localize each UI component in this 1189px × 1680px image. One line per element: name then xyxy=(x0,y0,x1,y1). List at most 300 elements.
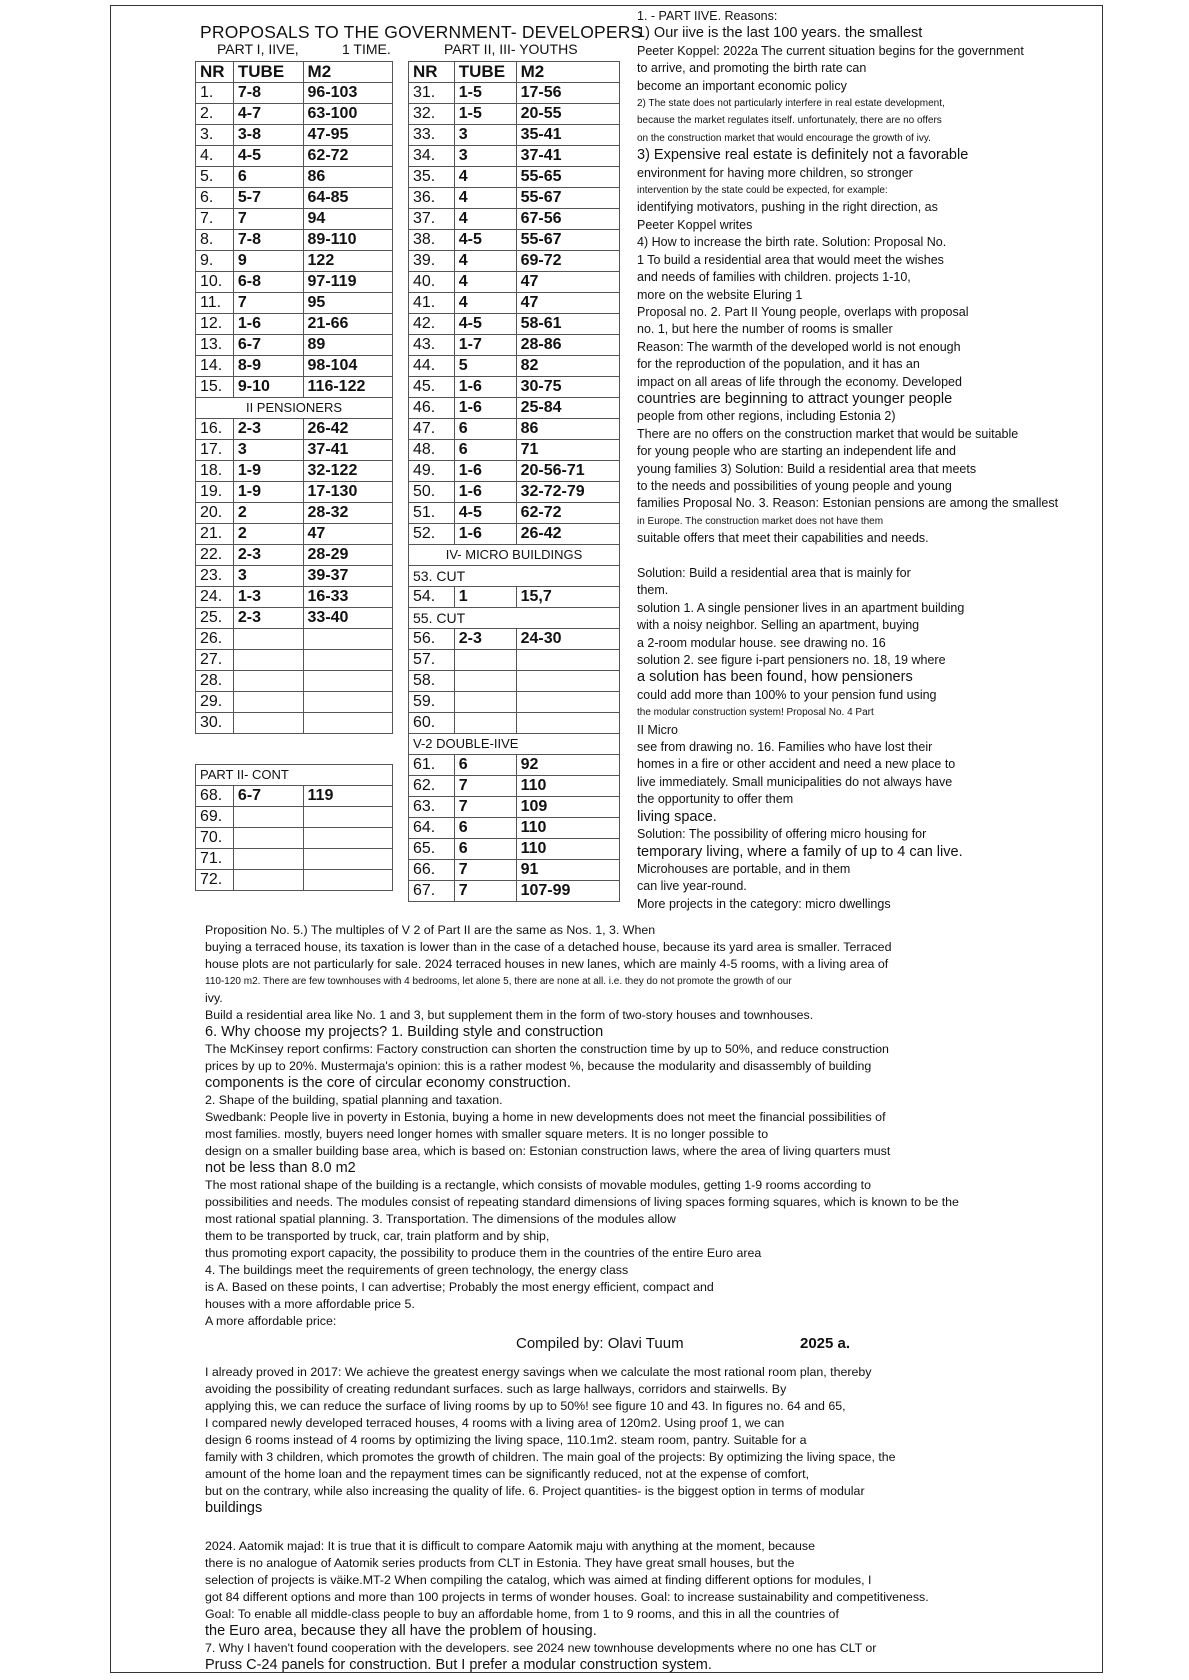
table-cell: 51. xyxy=(409,503,455,524)
table-row xyxy=(409,839,620,860)
table-cell: 32-122 xyxy=(303,461,392,482)
table-cell: 26-42 xyxy=(516,524,619,545)
text-line: them to be transported by truck, car, train platform and by ship, xyxy=(205,1229,550,1243)
table-cell: 15. xyxy=(196,377,234,398)
table-cell: 30. xyxy=(196,713,234,734)
text-line: and needs of families with children. projects 1-10, xyxy=(637,270,911,285)
table-cell: 9. xyxy=(196,251,234,272)
text-line: I already proved in 2017: We achieve the greatest energy savings when we calculate the most rational room plan, thereby xyxy=(205,1365,872,1379)
table-row xyxy=(196,104,393,125)
text-line: solution 2. see figure i-part pensioners no. 18, 19 where xyxy=(637,653,946,668)
table-row xyxy=(196,786,393,807)
table-cell: 3. xyxy=(196,125,234,146)
table-cell xyxy=(233,713,303,734)
table-cell: 66. xyxy=(409,860,455,881)
table-row xyxy=(409,440,620,461)
table-row xyxy=(196,251,393,272)
table-cell: 1-6 xyxy=(454,524,516,545)
table-row xyxy=(409,419,620,440)
table-cell: 23. xyxy=(196,566,234,587)
table-cell: 42. xyxy=(409,314,455,335)
table-row xyxy=(196,272,393,293)
table-cell xyxy=(233,828,303,849)
text-line: ivy. xyxy=(205,991,223,1005)
table-row xyxy=(409,818,620,839)
text-line: Solution: The possibility of offering micro housing for xyxy=(637,827,927,842)
table-cell: 4 xyxy=(454,188,516,209)
table-cell xyxy=(454,671,516,692)
text-line: the modular construction system! Proposal No. 4 Part xyxy=(637,707,874,719)
table-cell: 55-67 xyxy=(516,230,619,251)
table-cell: 9-10 xyxy=(233,377,303,398)
micro-section-label: IV- MICRO BUILDINGS xyxy=(409,545,620,566)
table-cell: 64-85 xyxy=(303,188,392,209)
table-cell: 4 xyxy=(454,293,516,314)
table-cell: 69-72 xyxy=(516,251,619,272)
text-line: see from drawing no. 16. Families who have lost their xyxy=(637,740,933,755)
table-cell: 57. xyxy=(409,650,455,671)
table-cell: 4-5 xyxy=(454,503,516,524)
table-cell: 15,7 xyxy=(516,587,619,608)
table-row xyxy=(409,860,620,881)
table-cell: 41. xyxy=(409,293,455,314)
table-row xyxy=(409,356,620,377)
table-cell: TUBE xyxy=(233,62,303,83)
text-line: Build a residential area like No. 1 and 3, but supplement them in the form of two-story houses and townhouses. xyxy=(205,1008,814,1022)
cut-row xyxy=(409,608,620,629)
table-cell: 70. xyxy=(196,828,234,849)
table-row xyxy=(196,230,393,251)
text-line: 4) How to increase the birth rate. Solution: Proposal No. xyxy=(637,235,947,250)
table-row xyxy=(409,755,620,776)
table-row xyxy=(409,713,620,734)
text-line: with a noisy neighbor. Selling an apartment, buying xyxy=(637,618,920,633)
table-cell: 3 xyxy=(233,566,303,587)
table-cell xyxy=(233,629,303,650)
table-cell: 97-119 xyxy=(303,272,392,293)
table-row xyxy=(196,807,393,828)
table-cell: 20. xyxy=(196,503,234,524)
text-line: but on the contrary, while also increasing the quality of life. 6. Project quantities- is the biggest option in terms of modular xyxy=(205,1484,865,1498)
table-cell: 26. xyxy=(196,629,234,650)
table-cell: 3 xyxy=(454,125,516,146)
table-cell: 47 xyxy=(516,272,619,293)
table-cell: 12. xyxy=(196,314,234,335)
table-cell: 11. xyxy=(196,293,234,314)
table-cell: 95 xyxy=(303,293,392,314)
table-cell: 47 xyxy=(516,293,619,314)
table-cell: 32-72-79 xyxy=(516,482,619,503)
table-row xyxy=(409,125,620,146)
table-cell xyxy=(233,807,303,828)
cut-row-label: 53. CUT xyxy=(409,566,620,587)
text-line: homes in a fire or other accident and need a new place to xyxy=(637,757,956,772)
text-line: most rational spatial planning. 3. Transportation. The dimensions of the modules allow xyxy=(205,1212,676,1226)
page-title: PROPOSALS TO THE GOVERNMENT- DEVELOPERS xyxy=(200,22,643,42)
table-cell: 6. xyxy=(196,188,234,209)
table-row xyxy=(409,881,620,902)
table-row xyxy=(409,188,620,209)
table-cell: 37. xyxy=(409,209,455,230)
table-row xyxy=(196,335,393,356)
cut-row-label: 55. CUT xyxy=(409,608,620,629)
text-line: solution 1. A single pensioner lives in an apartment building xyxy=(637,600,965,615)
table-cell: 28. xyxy=(196,671,234,692)
table-cell: 33-40 xyxy=(303,608,392,629)
table-row xyxy=(196,545,393,566)
table-cell: 110 xyxy=(516,818,619,839)
table-cell: 1-6 xyxy=(233,314,303,335)
table-row xyxy=(409,104,620,125)
table-cell xyxy=(516,671,619,692)
table-row xyxy=(196,377,393,398)
table-row xyxy=(196,125,393,146)
table-cell: 7-8 xyxy=(233,230,303,251)
table-cell: 4 xyxy=(454,251,516,272)
table-cell: 9 xyxy=(233,251,303,272)
text-line: 7. Why I haven't found cooperation with the developers. see 2024 new townhouse developments where no one has CLT or xyxy=(205,1641,877,1655)
text-line: them. xyxy=(637,583,669,598)
table-cell: 1-6 xyxy=(454,461,516,482)
table-cell: 4-5 xyxy=(454,230,516,251)
table-cell: 34. xyxy=(409,146,455,167)
table-cell: 8. xyxy=(196,230,234,251)
table-cell: 20-56-71 xyxy=(516,461,619,482)
table-cell: 14. xyxy=(196,356,234,377)
text-line: people from other regions, including Estonia 2) xyxy=(637,409,896,424)
table-cell: 107-99 xyxy=(516,881,619,902)
table-cell: 1-6 xyxy=(454,482,516,503)
table-header-row xyxy=(409,62,620,83)
table-cell: 1-5 xyxy=(454,83,516,104)
table-cell: 110 xyxy=(516,839,619,860)
part2-table xyxy=(408,61,620,902)
text-line: Reason: The warmth of the developed world is not enough xyxy=(637,339,961,354)
table-cell: 52. xyxy=(409,524,455,545)
table-cell: 17-130 xyxy=(303,482,392,503)
table-row xyxy=(196,608,393,629)
table-cell: 6-7 xyxy=(233,335,303,356)
table-cell: 6-8 xyxy=(233,272,303,293)
table-cell: 49. xyxy=(409,461,455,482)
table-cell: 6 xyxy=(454,419,516,440)
text-line: house plots are not particularly for sale. 2024 terraced houses in new lanes, which are mainly 4-5 rooms, with a living area of xyxy=(205,957,889,971)
text-line: environment for having more children, so stronger xyxy=(637,165,913,180)
table-cell xyxy=(516,692,619,713)
table-cell: NR xyxy=(409,62,455,83)
table-row xyxy=(409,692,620,713)
text-line: 1 To build a residential area that would meet the wishes xyxy=(637,252,944,267)
text-line: living space. xyxy=(637,808,717,825)
table-cell: 96-103 xyxy=(303,83,392,104)
table-header-row xyxy=(196,62,393,83)
text-line: Swedbank: People live in poverty in Estonia, buying a home in new developments does not meet the financial possibilities of xyxy=(205,1110,886,1124)
text-line: intervention by the state could be expected, for example: xyxy=(637,185,888,197)
text-line: Peeter Koppel: 2022a The current situation begins for the government xyxy=(637,43,1024,58)
table-cell: 6 xyxy=(233,167,303,188)
table-cell xyxy=(303,807,392,828)
table-cell: 64. xyxy=(409,818,455,839)
text-line: become an important economic policy xyxy=(637,78,847,93)
text-line: A more affordable price: xyxy=(205,1314,337,1328)
table-cell: 55-67 xyxy=(516,188,619,209)
table-cell: 1-9 xyxy=(233,461,303,482)
table-cell: 20-55 xyxy=(516,104,619,125)
table-cell: 36. xyxy=(409,188,455,209)
table-cell: 46. xyxy=(409,398,455,419)
table-cell: 2-3 xyxy=(454,629,516,650)
table-row xyxy=(196,83,393,104)
table-cell: 37-41 xyxy=(303,440,392,461)
table-cell: 7 xyxy=(454,881,516,902)
text-line: impact on all areas of life through the economy. Developed xyxy=(637,374,962,389)
text-line: There are no offers on the construction market that would be suitable xyxy=(637,426,1019,441)
text-line: for the reproduction of the population, and it has an xyxy=(637,357,920,372)
table-row xyxy=(196,870,393,891)
double-section-label: V-2 DOUBLE-IIVE xyxy=(409,734,620,755)
table-cell: 3 xyxy=(454,146,516,167)
table-cell: 29. xyxy=(196,692,234,713)
table-row xyxy=(409,83,620,104)
table-cell xyxy=(303,713,392,734)
table-cell: 72. xyxy=(196,870,234,891)
table-cell: 54. xyxy=(409,587,455,608)
pensioners-section-label: II PENSIONERS xyxy=(196,398,393,419)
cont-section xyxy=(196,765,393,786)
table-cell: 6 xyxy=(454,839,516,860)
table-cell: 6 xyxy=(454,755,516,776)
table-cell: 2. xyxy=(196,104,234,125)
table-row xyxy=(409,146,620,167)
text-line: design 6 rooms instead of 4 rooms by optimizing the living space, 110.1m2. steam room, pantry. Suitable for a xyxy=(205,1433,807,1447)
table-row xyxy=(196,671,393,692)
table-cell: 86 xyxy=(303,167,392,188)
text-line: 1) Our iive is the last 100 years. the smallest xyxy=(637,25,923,42)
table-cell: 4 xyxy=(454,209,516,230)
text-line: I compared newly developed terraced houses, 4 rooms with a living area of 120m2. Using proof 1, we can xyxy=(205,1416,785,1430)
table-row xyxy=(196,209,393,230)
table-cell: 65. xyxy=(409,839,455,860)
energy-savings-text xyxy=(205,1364,1065,1517)
table-cell: 3 xyxy=(233,440,303,461)
table-cell: 69. xyxy=(196,807,234,828)
table-cell: 7 xyxy=(233,293,303,314)
table-cell: 71. xyxy=(196,849,234,870)
table-row xyxy=(409,167,620,188)
table-cell: 16-33 xyxy=(303,587,392,608)
table-cell: 38. xyxy=(409,230,455,251)
table-cell: 7 xyxy=(454,797,516,818)
table-cell: 2 xyxy=(233,524,303,545)
table-cell xyxy=(303,629,392,650)
text-line: Goal: To enable all middle-class people to buy an affordable home, from 1 to 9 rooms, and this in all the countries of xyxy=(205,1607,839,1621)
table-row xyxy=(409,776,620,797)
text-line: a solution has been found, how pensioners xyxy=(637,669,913,686)
double-section xyxy=(409,734,620,755)
table-cell: 10. xyxy=(196,272,234,293)
table-row xyxy=(196,167,393,188)
table-cell: 6 xyxy=(454,818,516,839)
micro-section xyxy=(409,545,620,566)
table-row xyxy=(409,314,620,335)
text-line: Peeter Koppel writes xyxy=(637,217,753,232)
table-cell: 82 xyxy=(516,356,619,377)
table-row xyxy=(409,797,620,818)
table-cell: 5. xyxy=(196,167,234,188)
table-cell: 18. xyxy=(196,461,234,482)
text-line: 2. Shape of the building, spatial planning and taxation. xyxy=(205,1093,503,1107)
table-cell: 1-7 xyxy=(454,335,516,356)
table-cell: 4. xyxy=(196,146,234,167)
text-line: houses with a more affordable price 5. xyxy=(205,1297,415,1311)
text-line: temporary living, where a family of up to 4 can live. xyxy=(637,843,963,860)
table-cell: 39-37 xyxy=(303,566,392,587)
table-row xyxy=(196,828,393,849)
text-line: Microhouses are portable, and in them xyxy=(637,861,851,876)
table-row xyxy=(196,482,393,503)
table-cell: 67. xyxy=(409,881,455,902)
table-row xyxy=(196,524,393,545)
table-cell: 50. xyxy=(409,482,455,503)
table-row xyxy=(196,419,393,440)
table-cell: 40. xyxy=(409,272,455,293)
table-cell: 91 xyxy=(516,860,619,881)
table-row xyxy=(196,849,393,870)
text-line: components is the core of circular economy construction. xyxy=(205,1075,571,1091)
table-cell: 17. xyxy=(196,440,234,461)
table-row xyxy=(409,377,620,398)
table-row xyxy=(409,230,620,251)
table-cell: 7-8 xyxy=(233,83,303,104)
text-line: buying a terraced house, its taxation is lower than in the case of a detached house, because its yard area is smaller. Terraced xyxy=(205,940,892,954)
text-line: The McKinsey report confirms: Factory construction can shorten the construction time by up to 50%, and reduce construction xyxy=(205,1042,889,1056)
table-cell: 16. xyxy=(196,419,234,440)
table-cell: 33. xyxy=(409,125,455,146)
text-line: possibilities and needs. The modules consist of repeating standard dimensions of living spaces forming squares, which is known to be the xyxy=(205,1195,959,1209)
table-cell: 58-61 xyxy=(516,314,619,335)
table-cell: 94 xyxy=(303,209,392,230)
table-row xyxy=(409,272,620,293)
table-cell: 17-56 xyxy=(516,83,619,104)
table-cell: 30-75 xyxy=(516,377,619,398)
table-cell: 58. xyxy=(409,671,455,692)
text-line: 1. - PART IIVE. Reasons: xyxy=(637,9,778,23)
table-cell: 1 xyxy=(454,587,516,608)
table-row xyxy=(196,650,393,671)
aatomik-text xyxy=(205,1538,1065,1674)
table-cell: 31. xyxy=(409,83,455,104)
table-cell: 89 xyxy=(303,335,392,356)
text-line: selection of projects is väike.MT-2 When compiling the catalog, which was aimed at finding different options for modules, I xyxy=(205,1573,872,1587)
table-row xyxy=(196,461,393,482)
table-cell: 89-110 xyxy=(303,230,392,251)
text-line: live immediately. Small municipalities do not always have xyxy=(637,774,953,789)
text-line: suitable offers that meet their capabilities and needs. xyxy=(637,531,929,546)
text-line: could add more than 100% to your pension fund using xyxy=(637,687,937,702)
table-row xyxy=(409,524,620,545)
cont-section-label: PART II- CONT xyxy=(196,765,393,786)
text-line: More projects in the category: micro dwellings xyxy=(637,896,891,911)
table-cell: 24. xyxy=(196,587,234,608)
table-cell: 67-56 xyxy=(516,209,619,230)
table-row xyxy=(196,146,393,167)
table-cell: 47-95 xyxy=(303,125,392,146)
table-row xyxy=(409,335,620,356)
table-cell: 1-3 xyxy=(233,587,303,608)
table-cell: 1-6 xyxy=(454,398,516,419)
pensioners-section xyxy=(196,398,393,419)
table-cell: 2-3 xyxy=(233,608,303,629)
table-cell: 13. xyxy=(196,335,234,356)
table-cell: 7 xyxy=(454,860,516,881)
text-line: 2) The state does not particularly interfere in real estate development, xyxy=(637,98,945,110)
table-row xyxy=(409,209,620,230)
text-line: 4. The buildings meet the requirements of green technology, the energy class xyxy=(205,1263,629,1277)
part1-label: PART I, IIVE, xyxy=(217,41,299,57)
text-line: in Europe. The construction market does not have them xyxy=(637,515,884,527)
table-cell: 2-3 xyxy=(233,419,303,440)
table-cell: 5 xyxy=(454,356,516,377)
text-line: design on a smaller building base area, which is based on: Estonian construction laws, where the area of living quarters must xyxy=(205,1144,891,1158)
table-cell: 61. xyxy=(409,755,455,776)
table-cell: 63. xyxy=(409,797,455,818)
text-line: identifying motivators, pushing in the right direction, as xyxy=(637,200,938,215)
table-row xyxy=(409,461,620,482)
text-line: avoiding the possibility of creating redundant surfaces. such as large hallways, corridors and stairwells. By xyxy=(205,1382,787,1396)
table-cell: 63-100 xyxy=(303,104,392,125)
table-cell: 3-8 xyxy=(233,125,303,146)
table-cell: 110 xyxy=(516,776,619,797)
table-cell xyxy=(233,671,303,692)
text-line: because the market regulates itself. unfortunately, there are no offers xyxy=(637,115,942,127)
table-cell: 4-5 xyxy=(454,314,516,335)
text-line: not be less than 8.0 m2 xyxy=(205,1160,356,1176)
part1-table xyxy=(195,61,393,734)
text-line: there is no analogue of Aatomik series products from CLT in Estonia. They have great small houses, but the xyxy=(205,1556,795,1570)
text-line: can live year-round. xyxy=(637,879,747,894)
table-cell: 7 xyxy=(233,209,303,230)
table-cell xyxy=(303,650,392,671)
table-cell: 32. xyxy=(409,104,455,125)
table-cell: 35-41 xyxy=(516,125,619,146)
table-row xyxy=(409,629,620,650)
table-row xyxy=(409,251,620,272)
table-cell: 48. xyxy=(409,440,455,461)
table-cell: 8-9 xyxy=(233,356,303,377)
table-cell: 43. xyxy=(409,335,455,356)
table-cell xyxy=(233,692,303,713)
table-cell xyxy=(516,713,619,734)
table-cell: 7. xyxy=(196,209,234,230)
table-cell xyxy=(233,849,303,870)
table-row xyxy=(196,713,393,734)
compiled-by: Compiled by: Olavi Tuum xyxy=(516,1335,684,1352)
table-cell: 4 xyxy=(454,272,516,293)
table-cell xyxy=(303,849,392,870)
part1-sublabel: 1 TIME. xyxy=(342,41,391,57)
table-row xyxy=(409,293,620,314)
text-line: family with 3 children, which promotes the growth of children. The main goal of the projects: By optimizing the living space, the xyxy=(205,1450,896,1464)
table-cell: 122 xyxy=(303,251,392,272)
table-cell xyxy=(233,650,303,671)
text-line: Solution: Build a residential area that is mainly for xyxy=(637,566,911,580)
table-cell: 62-72 xyxy=(516,503,619,524)
text-line: prices by up to 20%. Mustermaja's opinion: this is a rather modest %, because the modularity and disassembly of building xyxy=(205,1059,872,1073)
text-line: to arrive, and promoting the birth rate can xyxy=(637,61,867,76)
text-line: on the construction market that would encourage the growth of ivy. xyxy=(637,132,931,144)
table-cell: 2 xyxy=(233,503,303,524)
text-line: The most rational shape of the building is a rectangle, which consists of movable modules, getting 1-9 rooms according to xyxy=(205,1178,872,1192)
